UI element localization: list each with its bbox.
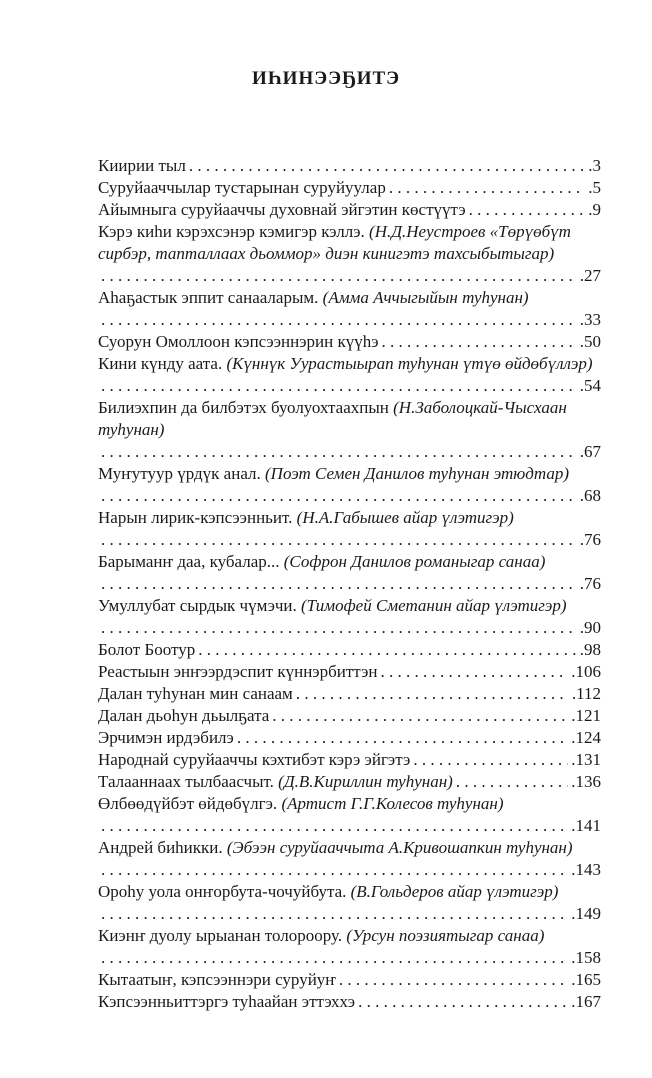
entry-page: .112 — [571, 684, 601, 703]
leader-dots — [358, 991, 568, 1013]
entry-title: Кэпсээнньиттэргэ туһаайан эттэххэ — [98, 992, 356, 1011]
toc-entry — [98, 969, 601, 991]
entry-page: .165 — [571, 970, 601, 989]
entry-title: Өлбөөдүйбэт өйдөбүлгэ. — [98, 794, 278, 813]
entry-subtitle: (Поэт Семен Данилов туһунан этюдтар) — [265, 464, 570, 483]
entry-page: .149 — [571, 904, 601, 923]
entry-title: Аһаҕастык эппит санааларым. — [98, 288, 319, 307]
entry-page: .68 — [579, 486, 601, 505]
toc-entry — [98, 463, 601, 507]
entry-page: .131 — [571, 750, 601, 769]
entry-title: Далан туһунан мин санаам — [98, 684, 293, 703]
entry-page: .76 — [579, 530, 601, 549]
entry-title: Барыманҥ даа, кубалар... — [98, 552, 280, 571]
leader-dots — [101, 617, 577, 639]
entry-page: .167 — [571, 992, 601, 1011]
leader-dots — [339, 969, 568, 991]
entry-title: Эрчимэн ирдэбилэ — [98, 728, 234, 747]
entry-subtitle: (Урсун поэзиятыгар санаа) — [346, 926, 545, 945]
leader-dots — [101, 947, 568, 969]
entry-title: Талааннаах тылбаасчыт. — [98, 772, 274, 791]
table-of-contents — [98, 155, 601, 1013]
leader-dots — [101, 441, 577, 463]
entry-page: .33 — [579, 310, 601, 329]
entry-page: .50 — [579, 332, 601, 351]
toc-entry — [98, 507, 601, 551]
toc-entry — [98, 793, 601, 837]
entry-title: Болот Боотур — [98, 640, 196, 659]
toc-entry — [98, 661, 601, 683]
entry-subtitle: (Күннүк Уурастыырап туһунан үтүө өйдөбүллэр) — [226, 354, 593, 373]
leader-dots — [101, 859, 568, 881]
entry-subtitle: (Тимофей Сметанин айар үлэтигэр) — [301, 596, 567, 615]
entry-page: .5 — [588, 178, 601, 197]
leader-dots — [101, 375, 577, 397]
entry-subtitle: (Н.Д.Неустроев «Төрүөбүт сирбэр, тапталлаах дьоммор» диэн кинигэтэ тахсыбытыгар) — [98, 222, 571, 263]
entry-subtitle: (Д.В.Кириллин туһунан) — [278, 772, 453, 791]
entry-title: Умуллубат сырдык чүмэчи. — [98, 596, 297, 615]
entry-subtitle: (Эбээн суруйааччыта А.Кривошапкин туһунан) — [226, 838, 573, 857]
toc-entry — [98, 595, 601, 639]
toc-entry — [98, 199, 601, 221]
entry-page: .3 — [588, 156, 601, 175]
toc-entry — [98, 991, 601, 1013]
entry-title: Реастыын энҥээрдэспит күннэрбиттэн — [98, 662, 378, 681]
entry-title: Муҥутуур үрдүк анал. — [98, 464, 261, 483]
entry-title: Билиэхпин да билбэтэх буолуохтаахпын — [98, 398, 389, 417]
entry-page: .76 — [579, 574, 601, 593]
toc-entry — [98, 881, 601, 925]
entry-page: .90 — [579, 618, 601, 637]
toc-entry — [98, 683, 601, 705]
entry-title: Суорун Омоллоон кэпсээннэрин күүһэ — [98, 332, 379, 351]
leader-dots — [101, 529, 577, 551]
toc-entry — [98, 221, 601, 287]
toc-entry — [98, 705, 601, 727]
entry-title: Киирии тыл — [98, 156, 186, 175]
leader-dots — [389, 177, 585, 199]
entry-title: Ороһу уола онҥорбута-чочуйбута. — [98, 882, 347, 901]
toc-entry — [98, 397, 601, 463]
leader-dots — [101, 573, 577, 595]
entry-page: .136 — [571, 772, 601, 791]
entry-page: .98 — [579, 640, 601, 659]
toc-entry — [98, 771, 601, 793]
leader-dots — [101, 309, 577, 331]
toc-entry — [98, 749, 601, 771]
entry-title: Айымныга суруйааччы духовнай эйгэтин көстүүтэ — [98, 200, 466, 219]
entry-page: .54 — [579, 376, 601, 395]
entry-page: .27 — [579, 266, 601, 285]
entry-title: Кэрэ киһи кэрэхсэнэр кэмигэр кэллэ. — [98, 222, 365, 241]
leader-dots — [381, 661, 569, 683]
leader-dots — [296, 683, 569, 705]
toc-entry — [98, 353, 601, 397]
entry-page: .141 — [571, 816, 601, 835]
leader-dots — [272, 705, 568, 727]
entry-page: .143 — [571, 860, 601, 879]
entry-title: Суруйааччылар тустарынан суруйуулар — [98, 178, 386, 197]
toc-entry — [98, 727, 601, 749]
page-title: ИҺИНЭЭҔИТЭ — [251, 68, 401, 89]
entry-subtitle: (В.Гольдеров айар үлэтигэр) — [350, 882, 559, 901]
leader-dots — [101, 903, 568, 925]
toc-entry — [98, 331, 601, 353]
entry-page: .106 — [571, 662, 601, 681]
entry-title: Нарын лирик-кэпсээнньит. — [98, 508, 293, 527]
entry-subtitle: (Н.А.Габышев айар үлэтигэр) — [296, 508, 514, 527]
toc-entry — [98, 639, 601, 661]
entry-subtitle: (Артист Г.Г.Колесов туһунан) — [281, 794, 504, 813]
entry-title: Киэнҥ дуолу ырыанан толороору. — [98, 926, 343, 945]
entry-page: .124 — [571, 728, 601, 747]
leader-dots — [101, 485, 577, 507]
leader-dots — [198, 639, 577, 661]
toc-entry — [98, 177, 601, 199]
toc-entry — [98, 925, 601, 969]
leader-dots — [237, 727, 568, 749]
entry-page: .121 — [571, 706, 601, 725]
leader-dots — [413, 749, 568, 771]
leader-dots — [382, 331, 577, 353]
entry-subtitle: (Софрон Данилов романыгар санаа) — [283, 552, 546, 571]
entry-subtitle: (Н.Заболоцкай-Чысхаан туһунан) — [98, 398, 567, 439]
entry-title: Кини күнду аата. — [98, 354, 223, 373]
toc-entry — [98, 551, 601, 595]
toc-entry — [98, 287, 601, 331]
leader-dots — [189, 155, 585, 177]
entry-subtitle: (Амма Аччыгыйын туһунан) — [322, 288, 529, 307]
leader-dots — [101, 815, 568, 837]
leader-dots — [101, 265, 577, 287]
entry-title: Народнай суруйааччы кэхтибэт кэрэ эйгэтэ — [98, 750, 411, 769]
leader-dots — [469, 199, 586, 221]
toc-entry — [98, 837, 601, 881]
entry-title: Андрей биһикки. — [98, 838, 223, 857]
entry-page: .158 — [571, 948, 601, 967]
entry-title: Далан дьоһун дьылҕата — [98, 706, 270, 725]
entry-title: Кытаатыҥ, кэпсээннэри суруйуҥ — [98, 970, 336, 989]
toc-entry — [98, 155, 601, 177]
entry-page: .9 — [588, 200, 601, 219]
leader-dots — [456, 771, 568, 793]
entry-page: .67 — [579, 442, 601, 461]
